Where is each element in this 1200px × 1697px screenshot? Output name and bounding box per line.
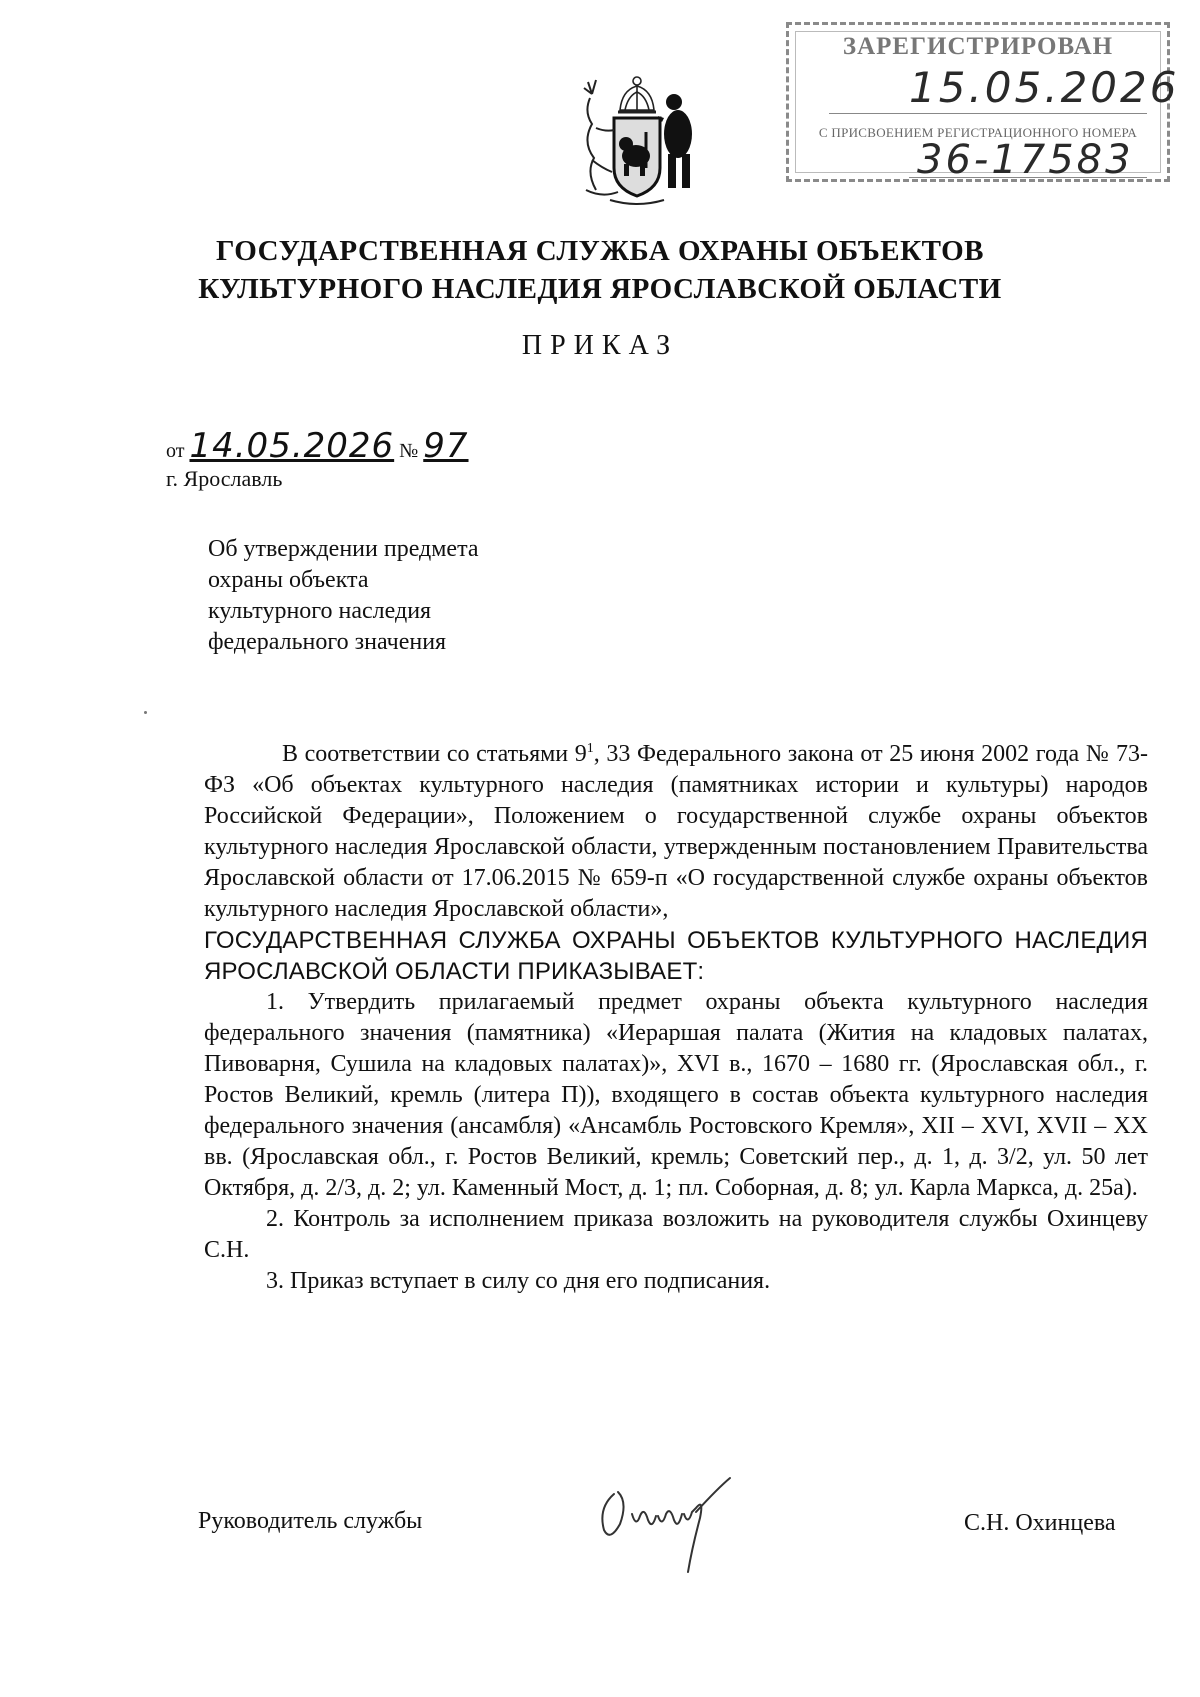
subject-line: охраны объекта (208, 567, 369, 593)
city: г. Ярославль (166, 466, 283, 491)
registration-stamp (786, 22, 1180, 183)
order-date: 14.05.2026 (189, 426, 395, 466)
stamp-title: ЗАРЕГИСТРИРОВАН (842, 33, 1114, 60)
stamp-registration-number: 36-17583 (917, 137, 1134, 183)
preamble-paragraph: В соответствии со статьями $9^1$, 33 Федерального закона от 25 июня 2002 года № 73-ФЗ «Об объектах культурного наследия (памятниках истории и культуры) народов Российской Федерации», Положением о государственной службе охраны объектов культурного наследия Ярославской области, утвержденным постановлением Правительства Ярославской области от 17.06.2015 № 659-п «О государственной службе охраны объектов культурного наследия Ярославской области», (204, 741, 1148, 922)
order-phrase: ГОСУДАРСТВЕННАЯ СЛУЖБА ОХРАНЫ ОБЪЕКТОВ КУЛЬТУРНОГО НАСЛЕДИЯ ЯРОСЛАВСКОЙ ОБЛАСТИ ПРИКАЗЫВАЕТ: (204, 927, 1148, 985)
order-body (204, 733, 1148, 1297)
stamp-subtitle: С ПРИСВОЕНИЕМ РЕГИСТРАЦИОННОГО НОМЕРА (818, 125, 1138, 140)
stamp-date: 15.05.2026 (909, 63, 1180, 112)
coat-of-arms-icon (562, 72, 712, 212)
order-date-number (166, 426, 469, 466)
signatory-name: С.Н. Охинцева (964, 1510, 1116, 1536)
order-subject (208, 534, 608, 658)
handwritten-signature (592, 1468, 752, 1578)
order-item-3: 3. Приказ вступает в силу со дня его подписания. (266, 1268, 771, 1294)
document-type: ПРИКАЗ (521, 330, 679, 361)
agency-name-line-2: КУЛЬТУРНОГО НАСЛЕДИЯ ЯРОСЛАВСКОЙ ОБЛАСТИ (198, 273, 1002, 305)
agency-name (0, 232, 1200, 308)
number-label: № (399, 440, 419, 462)
order-number: 97 (423, 426, 469, 466)
order-item-2: 2. Контроль за исполнением приказа возложить на руководителя службы Охинцеву С.Н. (204, 1206, 1148, 1263)
agency-name-line-1: ГОСУДАРСТВЕННАЯ СЛУЖБА ОХРАНЫ ОБЪЕКТОВ (215, 235, 984, 267)
subject-line: федерального значения (208, 629, 447, 655)
signatory-title: Руководитель службы (198, 1508, 423, 1534)
subject-line: Об утверждении предмета (208, 536, 479, 562)
subject-line: культурного наследия (208, 598, 432, 624)
from-label: от (166, 440, 185, 462)
order-item-1: 1. Утвердить прилагаемый предмет охраны объекта культурного наследия федерального значения (памятника) «Иераршая палата (Жития на кладовых палатах, Пивоварня, Сушила на кладовых палатах)», XVI в., 1670 – 1680 гг. (Ярославская обл., г. Ростов Великий, кремль (литера П)), входящего в состав объекта культурного наследия федерального значения (ансамбля) «Ансамбль Ростовского Кремля», XII – XVI, XVII – XX вв. (Ярославская обл., г. Ростов Великий, кремль; Советский пер., д. 1, д. 3/2, ул. 50 лет Октября, д. 2/3, д. 2; ул. Каменный Мост, д. 1; пл. Соборная, д. 8; ул. Карла Маркса, д. 25а). (204, 989, 1148, 1201)
